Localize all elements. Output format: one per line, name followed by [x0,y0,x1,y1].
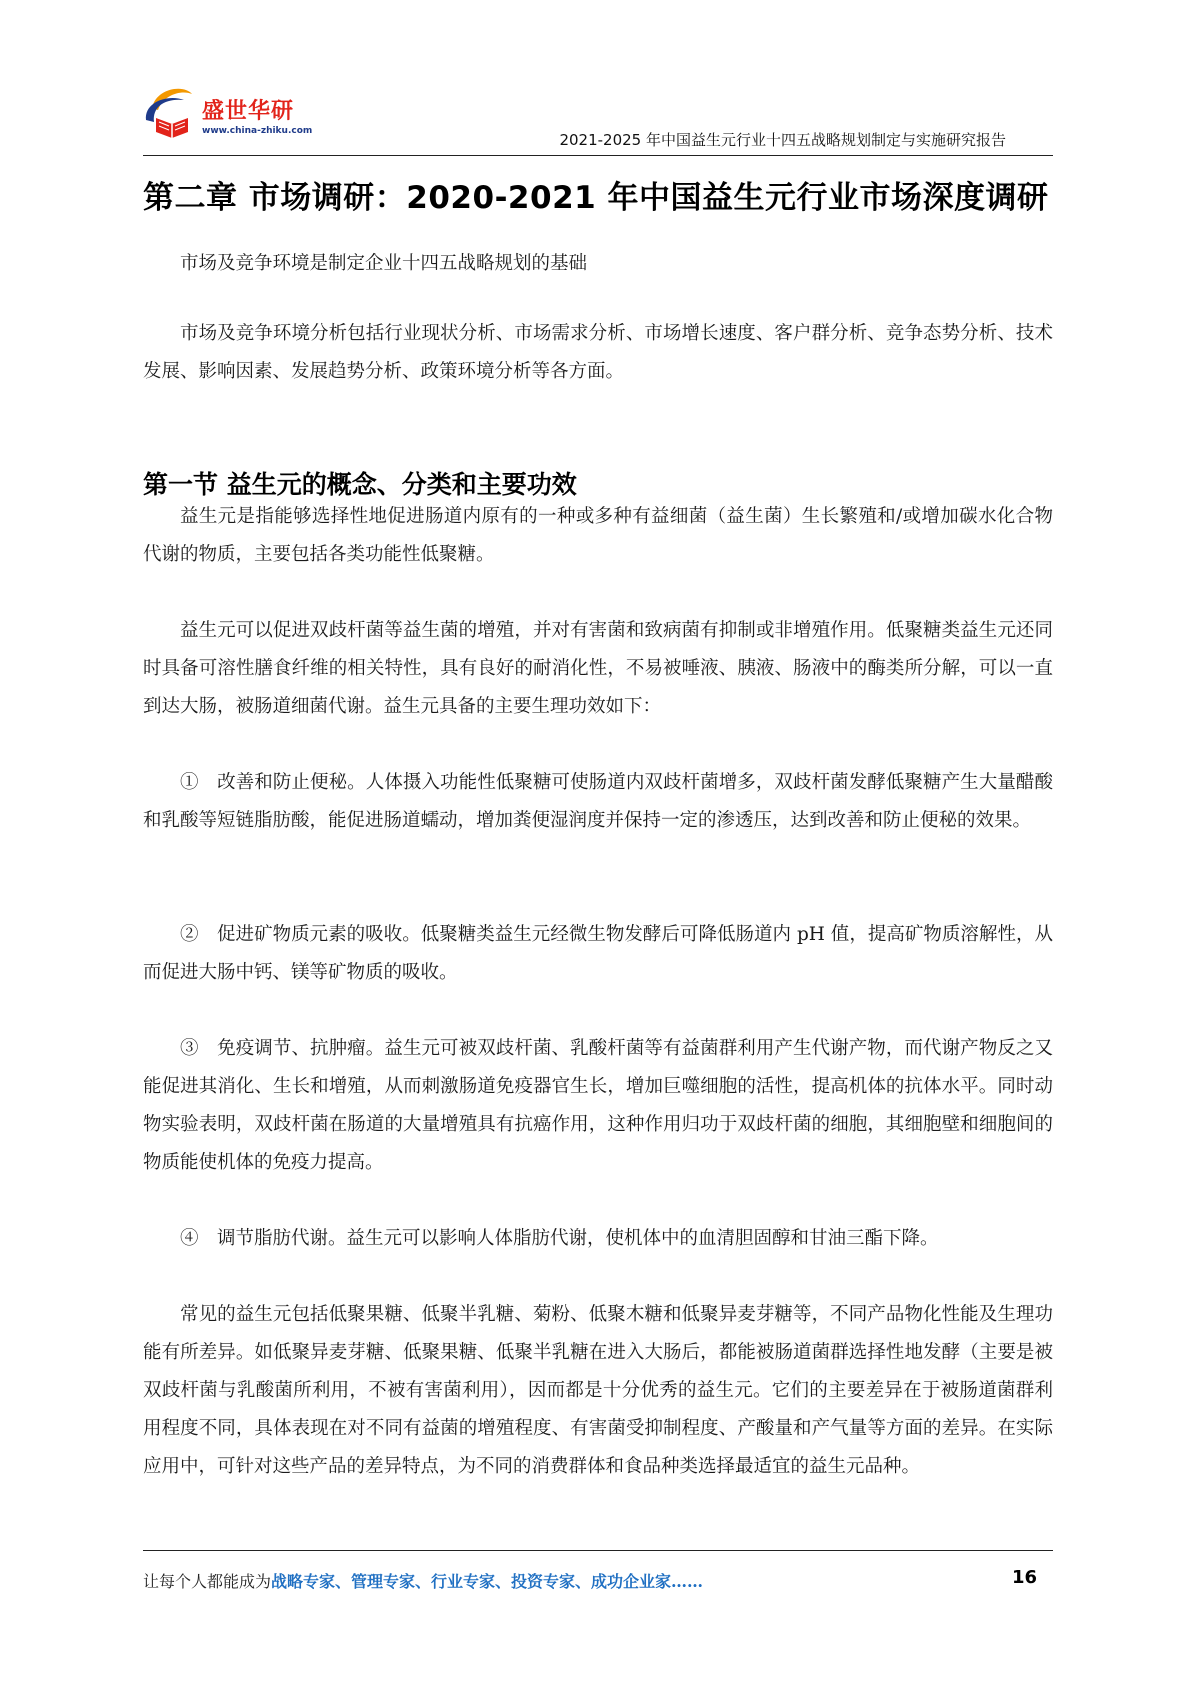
header-divider [143,155,1053,156]
intro-paragraph-1: 市场及竞争环境是制定企业十四五战略规划的基础 [180,253,588,274]
footer-slogan-prefix: 让每个人都能成为 [143,1572,272,1591]
intro-paragraph-2: 市场及竞争环境分析包括行业现状分析、市场需求分析、市场增长速度、客户群分析、竞争态势分析、技术发展、影响因素、发展趋势分析、政策环境分析等各方面。 [143,323,1053,382]
body-paragraph: ② 促进矿物质元素的吸收。低聚糖类益生元经微生物发酵后可降低肠道内 pH 值，提高矿物质溶解性，从而促进大肠中钙、镁等矿物质的吸收。 [143,924,1053,983]
footer-slogan-highlight: 战略专家、管理专家、行业专家、投资专家、成功企业家…… [271,1572,704,1591]
chapter-title: 第二章 市场调研：2020-2021 年中国益生元行业市场深度调研 [143,180,1049,216]
report-title: 2021-2025 年中国益生元行业十四五战略规划制定与实施研究报告 [559,131,1006,149]
body-paragraph: 常见的益生元包括低聚果糖、低聚半乳糖、菊粉、低聚木糖和低聚异麦芽糖等，不同产品物化性能及生理功能有所差异。如低聚异麦芽糖、低聚果糖、低聚半乳糖在进入大肠后，都能被肠道菌群选择性地发酵（主要是被双歧杆菌与乳酸菌所利用，不被有害菌利用），因而都是十分优秀的益生元。它们的主要差异在于被肠道菌群利用程度不同，具体表现在对不同有益菌的增殖程度、有害菌受抑制程度、产酸量和产气量等方面的差异。在实际应用中，可针对这些产品的差异特点，为不同的消费群体和食品种类选择最适宜的益生元品种。 [143,1304,1053,1477]
body-paragraph: ④ 调节脂肪代谢。益生元可以影响人体脂肪代谢，使机体中的血清胆固醇和甘油三酯下降。 [180,1228,939,1249]
body-paragraph: 益生元可以促进双歧杆菌等益生菌的增殖，并对有害菌和致病菌有抑制或非增殖作用。低聚糖类益生元还同时具备可溶性膳食纤维的相关特性，具有良好的耐消化性，不易被唾液、胰液、肠液中的酶类所分解，可以一直到达大肠，被肠道细菌代谢。益生元具备的主要生理功效如下： [143,620,1053,717]
body-paragraph: ① 改善和防止便秘。人体摄入功能性低聚糖可使肠道内双歧杆菌增多，双歧杆菌发酵低聚糖产生大量醋酸和乳酸等短链脂肪酸，能促进肠道蠕动，增加粪便湿润度并保持一定的渗透压，达到改善和防止便秘的效果。 [143,772,1053,831]
body-paragraph: ③ 免疫调节、抗肿瘤。益生元可被双歧杆菌、乳酸杆菌等有益菌群利用产生代谢产物，而代谢产物反之又能促进其消化、生长和增殖，从而刺激肠道免疫器官生长，增加巨噬细胞的活性，提高机体的抗体水平。同时动物实验表明，双歧杆菌在肠道的大量增殖具有抗癌作用，这种作用归功于双歧杆菌的细胞，其细胞壁和细胞间的物质能使机体的免疫力提高。 [143,1038,1053,1173]
logo-url: www.china-zhiku.com [202,126,313,136]
logo-book-icon [140,80,204,144]
logo-wordmark: 盛世华研 [202,99,295,124]
company-logo [140,80,340,150]
section-title: 第一节 益生元的概念、分类和主要功效 [143,470,577,499]
footer-divider [143,1550,1053,1551]
footer-slogan [143,1569,703,1592]
body-paragraph: 益生元是指能够选择性地促进肠道内原有的一种或多种有益细菌（益生菌）生长繁殖和/或增加碳水化合物代谢的物质，主要包括各类功能性低聚糖。 [143,506,1053,565]
page-header [0,0,1191,160]
page-number: 16 [1012,1567,1038,1588]
